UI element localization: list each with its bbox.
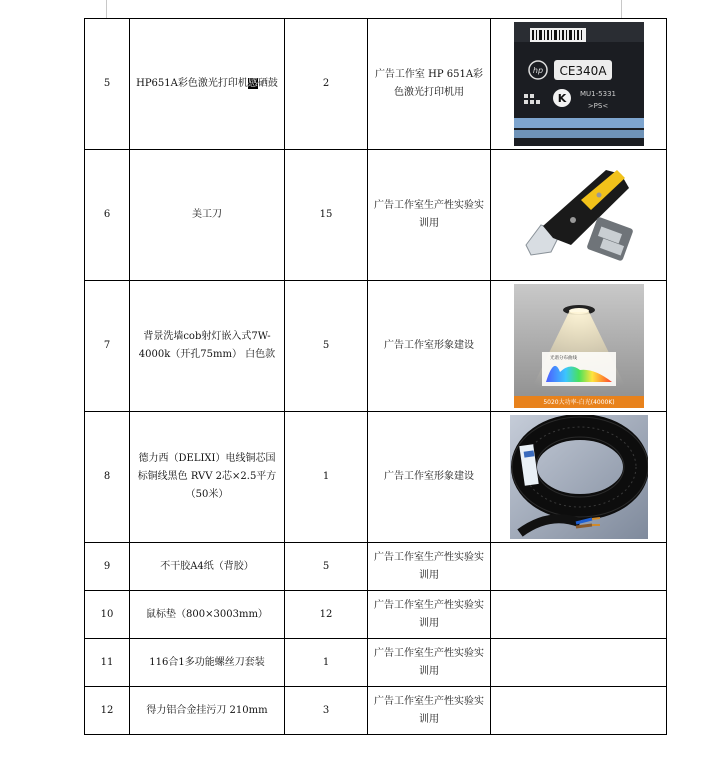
item-name: 不干胶A4纸（背胶）	[130, 543, 285, 591]
row-index: 11	[85, 639, 130, 687]
table-row	[85, 281, 667, 412]
item-usage: 广告工作室生产性实验实训用	[368, 591, 491, 639]
item-name: 背景洗墙cob射灯嵌入式7W-4000k（开孔75mm） 白色款	[130, 281, 285, 412]
utility-knife-image	[521, 160, 637, 270]
table-row	[85, 19, 667, 150]
cartridge-code: MU1-5331	[579, 90, 616, 98]
page-corner-mark-right	[621, 0, 622, 18]
item-image-cell	[491, 412, 667, 543]
item-name	[130, 19, 285, 150]
row-index: 9	[85, 543, 130, 591]
color-letter: K	[557, 92, 566, 105]
row-index: 12	[85, 687, 130, 735]
table-row	[85, 543, 667, 591]
item-usage: 广告工作室 HP 651A彩色激光打印机用	[368, 19, 491, 150]
item-image-cell	[491, 591, 667, 639]
item-name-part: 硒鼓	[257, 78, 278, 89]
table-row	[85, 150, 667, 281]
table-row	[85, 412, 667, 543]
cable-coil-image	[510, 415, 648, 539]
item-name: 得力铝合金挂污刀 210mm	[130, 687, 285, 735]
item-quantity: 3	[285, 687, 368, 735]
item-usage: 广告工作室形象建设	[368, 412, 491, 543]
page-corner-mark-left	[106, 0, 107, 18]
item-image-cell	[491, 281, 667, 412]
row-index: 5	[85, 19, 130, 150]
row-index: 8	[85, 412, 130, 543]
item-quantity: 1	[285, 412, 368, 543]
item-image-cell	[491, 19, 667, 150]
item-image-cell	[491, 150, 667, 281]
table-row	[85, 687, 667, 735]
item-quantity: 15	[285, 150, 368, 281]
item-name: 116合1多功能螺丝刀套装	[130, 639, 285, 687]
item-usage: 广告工作室生产性实验实训用	[368, 543, 491, 591]
row-index: 10	[85, 591, 130, 639]
item-usage: 广告工作室生产性实验实训用	[368, 639, 491, 687]
item-quantity: 5	[285, 543, 368, 591]
highlighted-char: 感	[247, 78, 258, 89]
product-banner-text: 5020大功率-白光(4000K)	[542, 399, 615, 406]
item-name: 鼠标垫（800×3003mm）	[130, 591, 285, 639]
toner-cartridge-image	[514, 22, 644, 146]
item-usage: 广告工作室生产性实验实训用	[368, 150, 491, 281]
item-quantity: 12	[285, 591, 368, 639]
brand-text: hp	[532, 66, 543, 75]
downlight-image	[514, 284, 644, 408]
table-row	[85, 591, 667, 639]
item-usage: 广告工作室形象建设	[368, 281, 491, 412]
item-quantity: 2	[285, 19, 368, 150]
row-index: 7	[85, 281, 130, 412]
cartridge-model-label: CE340A	[558, 64, 607, 78]
equipment-table	[84, 18, 667, 735]
item-name: 美工刀	[130, 150, 285, 281]
material-code: >PS<	[587, 102, 608, 110]
table-row	[85, 639, 667, 687]
item-quantity: 1	[285, 639, 368, 687]
item-quantity: 5	[285, 281, 368, 412]
item-image-cell	[491, 543, 667, 591]
item-image-cell	[491, 639, 667, 687]
item-name-part: HP651A彩色激光打印机	[136, 78, 248, 89]
item-image-cell	[491, 687, 667, 735]
item-name: 德力西（DELIXI）电线铜芯国标铜线黑色 RVV 2芯×2.5平方（50米）	[130, 412, 285, 543]
row-index: 6	[85, 150, 130, 281]
spectrum-caption: 光谱分布曲线	[549, 356, 577, 361]
item-usage: 广告工作室生产性实验实训用	[368, 687, 491, 735]
